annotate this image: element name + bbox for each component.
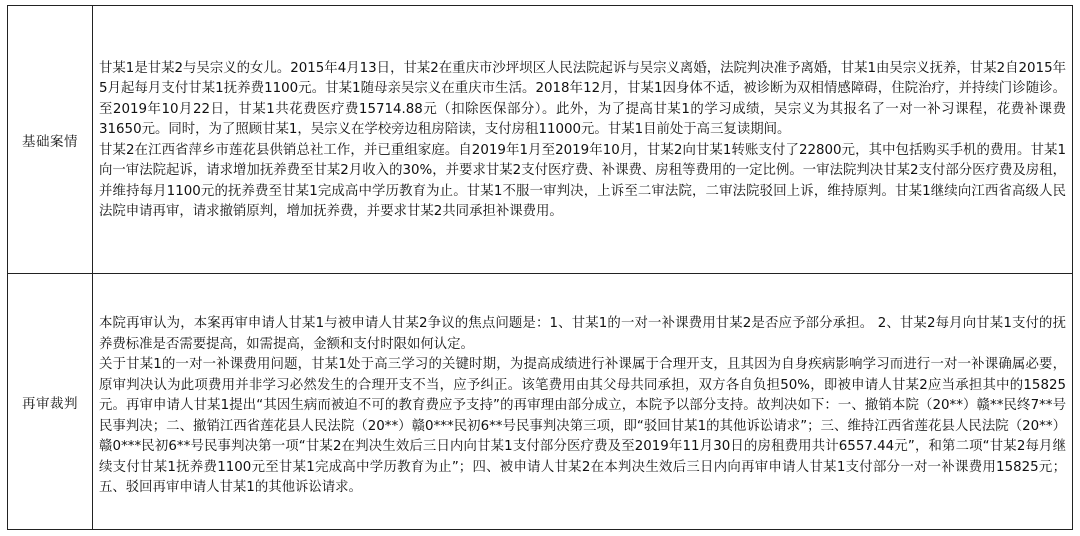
table-row-basic-facts: [8, 6, 1073, 274]
retrial-paragraph-2: 关于甘某1的一对一补课费用问题，甘某1处于高三学习的关键时期，为提高成绩进行补课属于合理开支，且其因为自身疾病影响学习而进行一对一补课确属必要，原审判决认为此项费用并非学习必然发生的合理开支不当，应予纠正。该笔费用由其父母共同承担，双方各自负担50%，即被申请人甘某2应当承担其中的15825元。再审申请人甘某1提出“其因生病而被迫不可的教育费应予支持”的再审理由部分成立，本院予以部分支持。故判决如下：一、撤销本院（20**）赣**民终7**号民事判决；二、撤销江西省莲花县人民法院（20**）赣0***民初6**号民事判决第三项，即“驳回甘某1的其他诉讼请求”；三、维持江西省莲花县人民法院（20**）赣0***民初6**号民事判决第一项“甘某2在判决生效后三日内向甘某1支付部分医疗费及至2019年11月30日的房租费用共计6557.44元”，和第二项“甘某2每月继续支付甘某1抚养费1100元至甘某1完成高中学历教育为止”；四、被申请人甘某2在本判决生效后三日内向再审申请人甘某1支付部分一对一补课费用15825元；五、驳回再审申请人甘某1的其他诉讼请求。: [99, 357, 1066, 496]
row-label-retrial-judgment: 再审裁判: [8, 274, 93, 530]
retrial-paragraph-1: 本院再审认为，本案再审申请人甘某1与被申请人甘某2争议的焦点问题是：1、甘某1的一对一补课费用甘某2是否应予部分承担。 2、甘某2每月向甘某1支付的抚养费标准是否需要提高，如需提高，金额和支付时限如何认定。: [99, 316, 1066, 352]
case-table: [7, 5, 1073, 530]
table-row-retrial-judgment: [8, 274, 1073, 530]
basic-facts-paragraph-1: 甘某1是甘某2与吴宗义的女儿。2015年4月13日，甘某2在重庆市沙坪坝区人民法院起诉与吴宗义离婚，法院判决准予离婚，甘某1由吴宗义抚养，甘某2自2015年5月起每月支付甘某1抚养费1100元。甘某1随母亲吴宗义在重庆市生活。2018年12月，甘某1因身体不适，被诊断为双相情感障碍，住院治疗，并持续门诊随诊。至2019年10月22日，甘某1共花费医疗费15714.88元（扣除医保部分）。此外，为了提高甘某1的学习成绩，吴宗义为其报名了一对一补习课程，花费补课费31650元。同时，为了照顾甘某1，吴宗义在学校旁边租房陪读，支付房租11000元。甘某1目前处于高三复读期间。: [99, 60, 1066, 137]
basic-facts-paragraph-2: 甘某2在江西省萍乡市莲花县供销总社工作，并已重组家庭。自2019年1月至2019年10月，甘某2向甘某1转账支付了22800元，其中包括购买手机的费用。甘某1向一审法院起诉，请求增加抚养费至甘某2月收入的30%，并要求甘某2支付医疗费、补课费、房租等费用的一定比例。一审法院判决甘某2支付部分医疗费及房租，并维持每月1100元的抚养费至甘某1完成高中学历教育为止。甘某1不服一审判决，上诉至二审法院，二审法院驳回上诉，维持原判。甘某1继续向江西省高级人民法院申请再审，请求撤销原判，增加抚养费，并要求甘某2共同承担补课费用。: [99, 142, 1066, 219]
row-label-basic-facts: 基础案情: [8, 6, 93, 274]
basic-facts-content: [93, 6, 1073, 274]
retrial-judgment-content: [93, 274, 1073, 530]
